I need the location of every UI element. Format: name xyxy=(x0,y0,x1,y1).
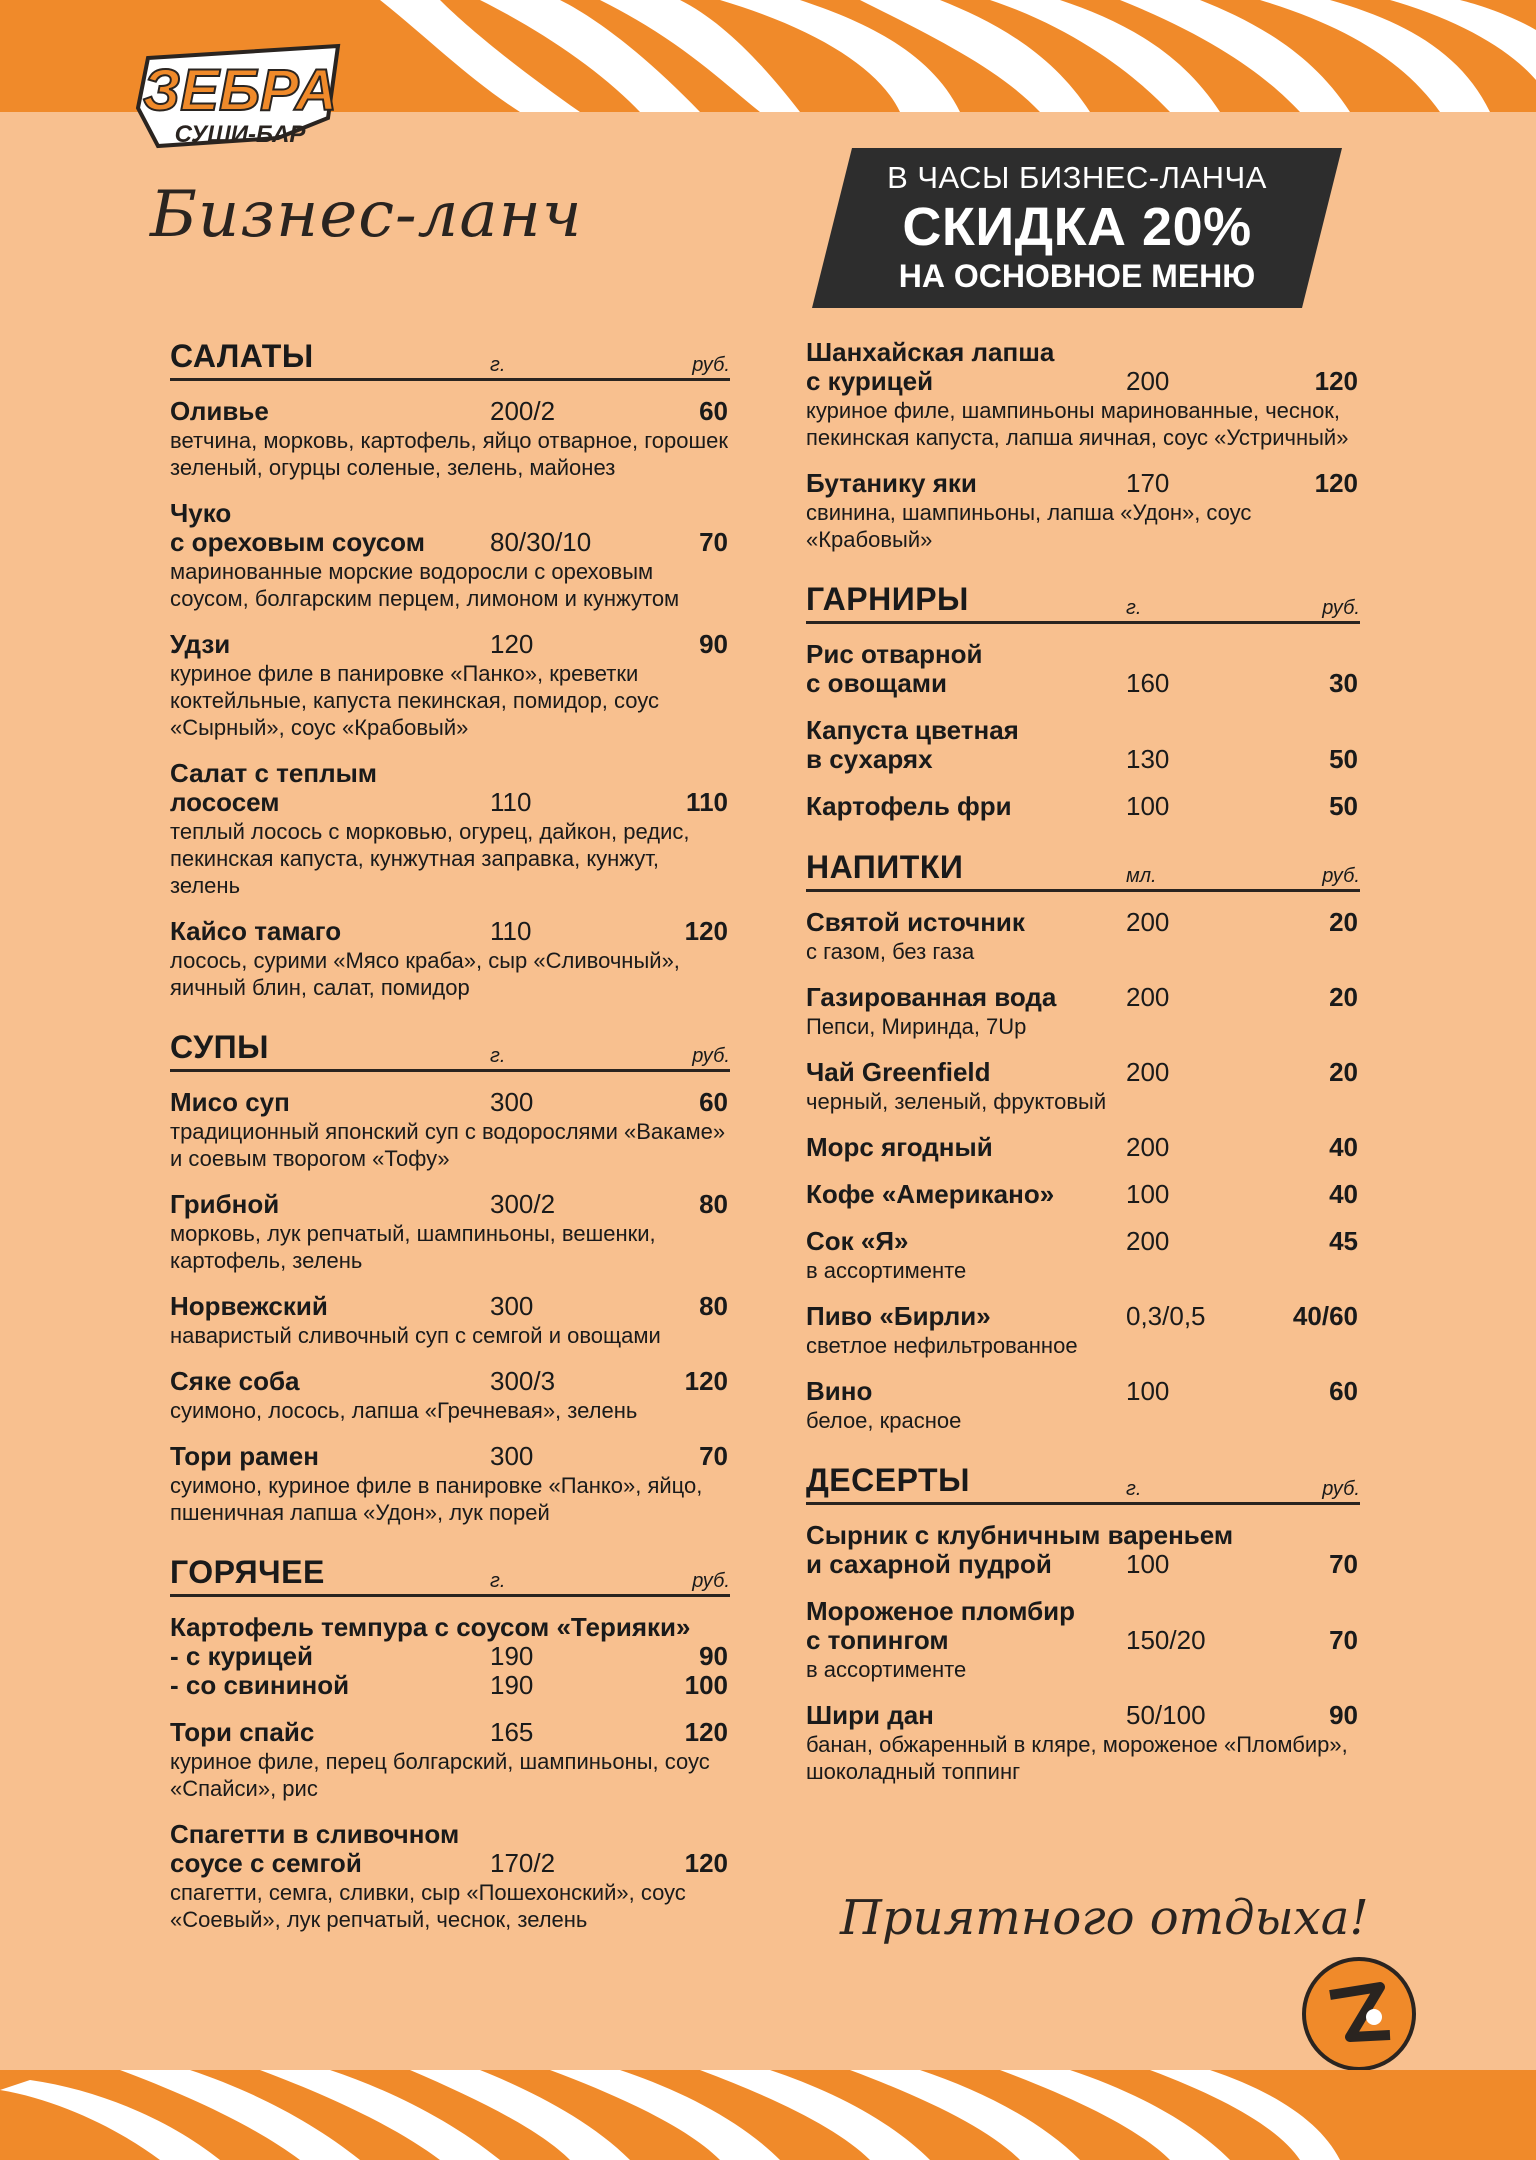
item-price: 120 xyxy=(684,1848,728,1878)
menu-item xyxy=(806,1597,1360,1683)
item-weight: 150/20 xyxy=(1126,1625,1206,1655)
item-price: 120 xyxy=(684,1366,728,1396)
item-price: 40 xyxy=(1329,1179,1358,1209)
item-price: 120 xyxy=(684,916,728,946)
unit-rub: руб. xyxy=(692,1570,730,1592)
item-name: Вино xyxy=(806,1376,873,1406)
item-name: Рис отварной xyxy=(806,639,983,669)
item-desc: теплый лосось с морковью, огурец, дайкон, редис, пекинская капуста, кунжутная заправка, кунжут, зелень xyxy=(170,819,690,898)
item-weight: 0,3/0,5 xyxy=(1126,1301,1206,1331)
item-desc: с газом, без газа xyxy=(806,939,975,964)
item-desc: белое, красное xyxy=(806,1408,962,1433)
menu-item xyxy=(806,1227,1360,1284)
farewell-text: Приятного отдыха! xyxy=(840,1890,1369,1946)
item-desc: суимоно, лосось, лапша «Гречневая», зелень xyxy=(170,1398,638,1423)
discount-banner xyxy=(812,148,1342,308)
item-weight: 300/2 xyxy=(490,1189,556,1219)
item-name: в сухарях xyxy=(806,744,933,774)
section-title: СУПЫ xyxy=(170,1029,269,1065)
item-weight: 200 xyxy=(1126,1132,1170,1162)
menu-item xyxy=(806,1377,1360,1434)
item-weight: 300 xyxy=(490,1441,534,1471)
section-header-hot xyxy=(170,1554,730,1597)
item-price: 80 xyxy=(699,1189,728,1219)
item-price: 20 xyxy=(1329,982,1358,1012)
item-desc: маринованные морские водоросли с ореховым соусом, болгарским перцем, лимоном и кунжутом xyxy=(170,559,680,611)
unit-rub: руб. xyxy=(1322,597,1360,619)
item-weight: 190 xyxy=(490,1641,534,1671)
item-desc: традиционный японский суп с водорослями «Вакаме» и соевым творогом «Тофу» xyxy=(170,1119,726,1171)
item-weight: 200/2 xyxy=(490,396,556,426)
item-weight: 300 xyxy=(490,1291,534,1321)
section-header-soups xyxy=(170,1029,730,1072)
item-desc: черный, зеленый, фруктовый xyxy=(806,1089,1107,1114)
menu-item xyxy=(806,792,1360,821)
item-desc: куриное филе, перец болгарский, шампиньоны, соус «Спайси», рис xyxy=(170,1749,710,1801)
item-desc: наваристый сливочный суп с семгой и овощами xyxy=(170,1323,661,1348)
item-price: 110 xyxy=(686,787,728,817)
item-weight: 300 xyxy=(490,1087,534,1117)
menu-item xyxy=(170,917,730,1001)
item-name: с ореховым соусом xyxy=(170,527,425,557)
item-name: с овощами xyxy=(806,668,948,698)
menu-item xyxy=(806,983,1360,1040)
menu-item xyxy=(170,1442,730,1526)
item-price: 20 xyxy=(1329,907,1358,937)
unit-rub: руб. xyxy=(1322,1478,1360,1500)
page-title: Бизнес-ланч xyxy=(150,178,583,252)
item-weight: 170 xyxy=(1126,468,1170,498)
item-price: 70 xyxy=(1329,1625,1358,1655)
item-name: Кайсо тамаго xyxy=(170,916,342,946)
item-weight: 200 xyxy=(1126,907,1170,937)
item-price: 70 xyxy=(699,527,728,557)
item-weight: 165 xyxy=(490,1717,534,1747)
item-weight: 50/100 xyxy=(1126,1700,1206,1730)
item-name: Чай Greenfield xyxy=(806,1057,991,1087)
item-name: Удзи xyxy=(170,629,231,659)
item-desc: светлое нефильтрованное xyxy=(806,1333,1078,1358)
menu-item xyxy=(806,1058,1360,1115)
item-name: Кофе «Американо» xyxy=(806,1179,1055,1209)
section-header-drinks xyxy=(806,849,1360,892)
section-title: НАПИТКИ xyxy=(806,849,964,885)
item-price: 120 xyxy=(1314,366,1358,396)
unit-grams: г. xyxy=(490,1045,506,1067)
menu-item xyxy=(806,640,1360,698)
item-name: Мороженое пломбир xyxy=(806,1596,1076,1626)
menu-item xyxy=(170,1367,730,1424)
menu-item xyxy=(170,1190,730,1274)
item-weight: 200 xyxy=(1126,1057,1170,1087)
menu-item xyxy=(806,1180,1360,1209)
unit-grams: г. xyxy=(490,354,506,376)
menu-item xyxy=(806,469,1360,553)
item-weight: 200 xyxy=(1126,982,1170,1012)
menu-item xyxy=(806,1521,1360,1579)
item-price: 70 xyxy=(699,1441,728,1471)
item-price: 60 xyxy=(699,396,728,426)
item-desc: банан, обжаренный в кляре, мороженое «Пломбир», шоколадный топпинг xyxy=(806,1732,1348,1784)
banner-line3: НА ОСНОВНОЕ МЕНЮ xyxy=(898,258,1256,294)
item-desc: Пепси, Миринда, 7Up xyxy=(806,1014,1027,1039)
menu-item xyxy=(170,759,730,899)
item-name: Чуко xyxy=(170,498,232,528)
banner-line1: В ЧАСЫ БИЗНЕС-ЛАНЧА xyxy=(887,160,1267,195)
unit-grams: г. xyxy=(490,1570,506,1592)
menu-item xyxy=(170,1088,730,1172)
item-weight: 300/3 xyxy=(490,1366,556,1396)
item-name: Капуста цветная xyxy=(806,715,1019,745)
section-title: ГОРЯЧЕЕ xyxy=(170,1554,325,1590)
item-weight: 100 xyxy=(1126,1179,1170,1209)
item-desc: лосось, сурими «Мясо краба», сыр «Сливочный», яичный блин, салат, помидор xyxy=(170,948,680,1000)
right-column xyxy=(806,338,1360,1803)
item-weight: 200 xyxy=(1126,1226,1170,1256)
item-price: 40/60 xyxy=(1292,1301,1358,1331)
item-name: Сок «Я» xyxy=(806,1226,909,1256)
item-name: Картофель темпура с соусом «Терияки» xyxy=(170,1612,691,1642)
section-title: ДЕСЕРТЫ xyxy=(806,1462,970,1498)
item-name: Тори спайс xyxy=(170,1717,315,1747)
item-weight: 190 xyxy=(490,1670,534,1700)
item-weight: 170/2 xyxy=(490,1848,556,1878)
left-column xyxy=(170,338,730,1951)
unit-ml: мл. xyxy=(1126,865,1157,887)
bottom-zebra-band xyxy=(0,2070,1536,2160)
menu-item xyxy=(170,1292,730,1349)
section-title: САЛАТЫ xyxy=(170,338,314,374)
item-name: Норвежский xyxy=(170,1291,328,1321)
item-weight: 120 xyxy=(490,629,534,659)
menu-item xyxy=(170,397,730,481)
item-name: Оливье xyxy=(170,396,269,426)
item-weight: 200 xyxy=(1126,366,1170,396)
item-name: Бутанику яки xyxy=(806,468,977,498)
section-header-desserts xyxy=(806,1462,1360,1505)
item-price: 30 xyxy=(1329,668,1358,698)
item-desc: суимоно, куриное филе в панировке «Панко», яйцо, пшеничная лапша «Удон», лук порей xyxy=(170,1473,703,1525)
banner-line2: СКИДКА 20% xyxy=(902,197,1252,257)
item-price: 90 xyxy=(699,1641,728,1671)
item-name: Грибной xyxy=(170,1189,280,1219)
section-header-sides xyxy=(806,581,1360,624)
item-desc: свинина, шампиньоны, лапша «Удон», соус «Крабовый» xyxy=(806,500,1252,552)
item-name: Тори рамен xyxy=(170,1441,319,1471)
item-price: 45 xyxy=(1329,1226,1358,1256)
item-desc: морковь, лук репчатый, шампиньоны, вешенки, картофель, зелень xyxy=(170,1221,656,1273)
menu-item xyxy=(170,1820,730,1933)
item-price: 50 xyxy=(1329,791,1358,821)
item-price: 100 xyxy=(684,1670,728,1700)
unit-grams: г. xyxy=(1126,597,1142,619)
item-name: Сырник с клубничным вареньем xyxy=(806,1520,1234,1550)
menu-item xyxy=(806,716,1360,774)
item-desc: спагетти, семга, сливки, сыр «Пошехонский», соус «Соевый», лук репчатый, чеснок, зелень xyxy=(170,1880,686,1932)
menu-item xyxy=(806,908,1360,965)
item-desc: ветчина, морковь, картофель, яйцо отварное, горошек зеленый, огурцы соленые, зелень, майонез xyxy=(170,428,728,480)
item-weight: 100 xyxy=(1126,1376,1170,1406)
item-price: 20 xyxy=(1329,1057,1358,1087)
item-price: 120 xyxy=(684,1717,728,1747)
item-weight: 130 xyxy=(1126,744,1170,774)
item-name: Шанхайская лапша xyxy=(806,337,1055,367)
item-desc: в ассортименте xyxy=(806,1657,967,1682)
item-weight: 80/30/10 xyxy=(490,527,592,557)
menu-item xyxy=(170,1613,730,1700)
unit-grams: г. xyxy=(1126,1478,1142,1500)
item-price: 120 xyxy=(1314,468,1358,498)
item-price: 60 xyxy=(699,1087,728,1117)
item-desc: куриное филе, шампиньоны маринованные, чеснок, пекинская капуста, лапша яичная, соус «Устричный» xyxy=(806,398,1349,450)
item-price: 50 xyxy=(1329,744,1358,774)
item-name: Картофель фри xyxy=(806,791,1012,821)
item-weight: 110 xyxy=(490,787,532,817)
item-price: 60 xyxy=(1329,1376,1358,1406)
menu-item xyxy=(170,499,730,612)
brand-name: ЗЕБРА xyxy=(143,58,337,123)
unit-rub: руб. xyxy=(692,1045,730,1067)
section-title: ГАРНИРЫ xyxy=(806,581,969,617)
item-price: 90 xyxy=(699,629,728,659)
menu-item xyxy=(806,1701,1360,1785)
menu-item xyxy=(806,1302,1360,1359)
unit-rub: руб. xyxy=(1322,865,1360,887)
item-desc: куриное филе в панировке «Панко», креветки коктейльные, капуста пекинская, помидор, соус «Сырный», соус «Крабовый» xyxy=(170,661,660,740)
item-price: 90 xyxy=(1329,1700,1358,1730)
item-weight: 100 xyxy=(1126,1549,1170,1579)
brand-subtitle: СУШИ-БАР xyxy=(174,121,306,148)
item-name: Святой источник xyxy=(806,907,1025,937)
item-price: 80 xyxy=(699,1291,728,1321)
item-name: Мисо суп xyxy=(170,1087,290,1117)
menu-item xyxy=(170,630,730,741)
brand-logo xyxy=(128,38,354,168)
item-name: Салат с теплым xyxy=(170,758,378,788)
item-weight: 160 xyxy=(1126,668,1170,698)
item-name: с топингом xyxy=(806,1625,949,1655)
badge-logo-icon xyxy=(1300,1955,1418,2073)
menu-item xyxy=(806,338,1360,451)
item-weight: 110 xyxy=(490,916,532,946)
item-name: соусе с семгой xyxy=(170,1848,362,1878)
item-name: Газированная вода xyxy=(806,982,1057,1012)
item-name: Шири дан xyxy=(806,1700,934,1730)
menu-item xyxy=(806,1133,1360,1162)
item-desc: в ассортименте xyxy=(806,1258,967,1283)
item-name: и сахарной пудрой xyxy=(806,1549,1052,1579)
item-weight: 100 xyxy=(1126,791,1170,821)
section-header-salads xyxy=(170,338,730,381)
item-variant: - со свининой xyxy=(170,1670,350,1700)
item-name: лососем xyxy=(170,787,280,817)
item-name: с курицей xyxy=(806,366,934,396)
menu-item xyxy=(170,1718,730,1802)
item-price: 70 xyxy=(1329,1549,1358,1579)
item-variant: - с курицей xyxy=(170,1641,313,1671)
unit-rub: руб. xyxy=(692,354,730,376)
item-name: Спагетти в сливочном xyxy=(170,1819,460,1849)
item-name: Пиво «Бирли» xyxy=(806,1301,991,1331)
item-name: Морс ягодный xyxy=(806,1132,993,1162)
item-name: Сяке соба xyxy=(170,1366,300,1396)
item-price: 40 xyxy=(1329,1132,1358,1162)
